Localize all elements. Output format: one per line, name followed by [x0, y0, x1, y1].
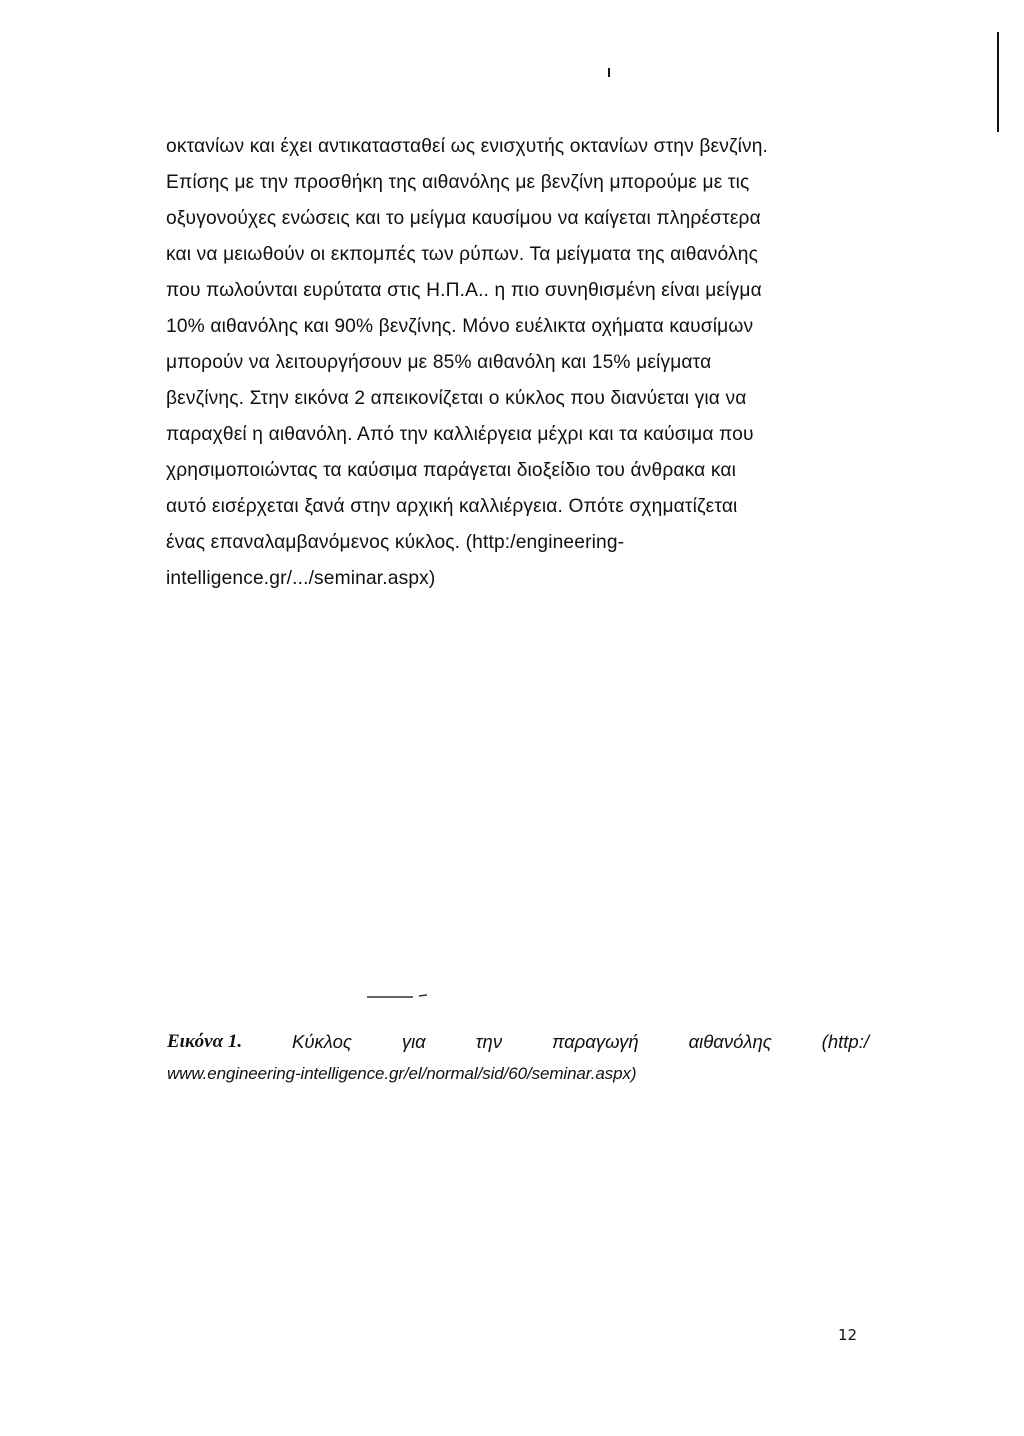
text-line: χρησιμοποιώντας τα καύσιμα παράγεται διοξείδιο του άνθρακα και: [166, 460, 737, 481]
body-paragraph: [166, 129, 868, 597]
caption-word: παραγωγή: [552, 1031, 639, 1052]
text-line: και να μειωθούν οι εκπομπές των ρύπων. Τα μείγματα της αιθανόλης: [166, 244, 758, 265]
figure-caption: [167, 1026, 869, 1090]
scan-artifact-tick: [608, 68, 610, 77]
text-line: intelligence.gr/.../seminar.aspx): [166, 568, 436, 589]
text-line: αυτό εισέρχεται ξανά στην αρχική καλλιέργεια. Οπότε σχηματίζεται: [166, 496, 738, 517]
page-number: 12: [838, 1326, 858, 1344]
scan-artifact-bar: [997, 32, 999, 132]
text-line: που πωλούνται ευρύτατα στις Η.Π.Α.. η πιο συνηθισμένη είναι μείγμα: [166, 280, 762, 301]
figure-placeholder-dash: [367, 990, 429, 1002]
caption-label: Εικόνα 1.: [167, 1031, 243, 1052]
text-line: οξυγονούχες ενώσεις και το μείγμα καυσίμου να καίγεται πληρέστερα: [166, 208, 761, 229]
caption-word: για: [401, 1031, 426, 1052]
text-line: Επίσης με την προσθήκη της αιθανόλης με βενζίνη μπορούμε με τις: [166, 172, 750, 193]
text-line: 10% αιθανόλης και 90% βενζίνης. Μόνο ευέλικτα οχήματα καυσίμων: [166, 316, 754, 337]
text-line: βενζίνης. Στην εικόνα 2 απεικονίζεται ο κύκλος που διανύεται για να: [166, 388, 747, 409]
caption-line-1: [167, 1026, 869, 1058]
text-line: ένας επαναλαμβανόμενος κύκλος. (http:/engineering-: [166, 532, 625, 553]
caption-word: (http:/: [821, 1031, 869, 1052]
text-line: οκτανίων και έχει αντικατασταθεί ως ενισχυτής οκτανίων στην βενζίνη.: [166, 136, 769, 157]
text-line: μπορούν να λειτουργήσουν με 85% αιθανόλη και 15% μείγματα: [166, 352, 712, 373]
caption-word: Κύκλος: [292, 1031, 352, 1052]
caption-word: αιθανόλης: [688, 1031, 772, 1052]
caption-word: την: [475, 1031, 503, 1052]
text-line: παραχθεί η αιθανόλη. Από την καλλιέργεια μέχρι και τα καύσιμα που: [166, 424, 754, 445]
caption-line-2: www.engineering-intelligence.gr/el/normal/sid/60/seminar.aspx): [167, 1064, 637, 1083]
